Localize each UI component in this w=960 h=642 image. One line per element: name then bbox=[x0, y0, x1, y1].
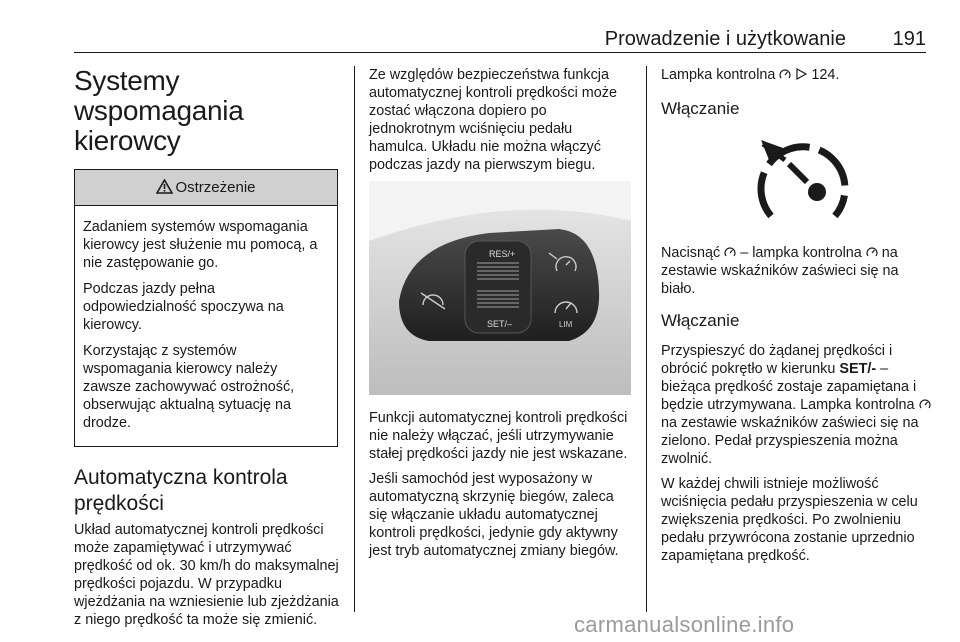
body-paragraph: W każdej chwili istnieje możliwość wciśnięcia pedału przyspieszenia w celu zwiększenia prędkości. Po zwolnieniu pedału przywrócona zostanie uprzednio zapamiętana prędkość. bbox=[661, 476, 918, 564]
set-control-label: SET/- bbox=[839, 361, 877, 377]
column-divider bbox=[354, 66, 355, 612]
body-paragraph bbox=[661, 244, 931, 298]
lamp-text: Lampka kontrolna bbox=[661, 67, 776, 83]
column-1 bbox=[74, 66, 340, 636]
res-label: RES/+ bbox=[489, 249, 516, 259]
page-number: 191 bbox=[892, 28, 926, 50]
cruise-control-icon bbox=[866, 246, 878, 258]
warning-box bbox=[74, 169, 338, 447]
cruise-control-icon bbox=[724, 246, 736, 258]
warning-paragraph: Podczas jazdy pełna odpowiedzialność spoczywa na kierowcy. bbox=[83, 281, 284, 333]
body-paragraph: Funkcji automatycznej kontroli prędkości nie należy włączać, jeśli utrzymywanie stałej prędkości jazdy nie jest wskazane. bbox=[369, 410, 628, 462]
lamp-page-ref: 124. bbox=[811, 67, 840, 83]
column-3 bbox=[661, 66, 931, 572]
body-paragraph: Jeśli samochód jest wyposażony w automatyczną skrzynię biegów, zaleca się włączanie układu automatycznej kontroli prędkości, jedynie gdy aktywny jest tryb automatycznej zmiany biegów. bbox=[369, 471, 619, 559]
set-label: SET/– bbox=[487, 319, 513, 329]
column-2 bbox=[369, 66, 633, 567]
header-title: Prowadzenie i użytkowanie bbox=[604, 28, 846, 50]
subsection-title: Automatyczna kontrola prędkości bbox=[74, 466, 288, 515]
header-rule bbox=[74, 52, 926, 53]
body-paragraph bbox=[661, 342, 931, 468]
text-fragment: na zestawie wskaźników zaświeci się na zielono. Pedał przyspieszenia można zwolnić. bbox=[661, 415, 919, 467]
reference-arrow-icon bbox=[795, 68, 807, 80]
text-fragment: – bieżąca prędkość zostaje zapamiętana i będzie utrzymywana. Lampka kontrolna bbox=[661, 361, 917, 413]
lamp-reference bbox=[661, 66, 931, 84]
subsection-title: Włączanie bbox=[661, 311, 740, 330]
cruise-control-icon bbox=[919, 398, 931, 410]
lim-label: LIM bbox=[559, 320, 573, 329]
cruise-control-icon bbox=[779, 68, 791, 80]
warning-paragraph: Korzystając z systemów wspomagania kierowcy należy zawsze zachowywać ostrożność, obserwując aktualną sytuację na drodze. bbox=[83, 343, 295, 431]
warning-triangle-icon bbox=[156, 179, 173, 194]
steering-wheel-controls-photo bbox=[369, 181, 631, 395]
text-fragment: – lampka kontrolna bbox=[740, 245, 862, 261]
watermark: carmanualsonline.info bbox=[574, 612, 795, 637]
text-fragment: Nacisnąć bbox=[661, 245, 721, 261]
warning-header bbox=[75, 170, 337, 206]
text-fragment: Przyspieszyć do żądanej prędkości i obrócić pokrętło w kierunku bbox=[661, 343, 893, 377]
page-header bbox=[74, 28, 926, 50]
warning-paragraph: Zadaniem systemów wspomagania kierowcy jest służenie mu pomocą, a nie zastępowanie go. bbox=[83, 219, 318, 271]
warning-label: Ostrzeżenie bbox=[175, 179, 256, 196]
body-paragraph: Układ automatycznej kontroli prędkości może zapamiętywać i utrzymywać prędkość od ok. 30 km/h do maksymalnej prędkości pojazdu. W przypadku wjeżdżania na wzniesienie lub zjeżdżania z niego prędkość ta może się zmienić. bbox=[74, 522, 339, 628]
column-divider bbox=[646, 66, 647, 612]
body-paragraph: Ze względów bezpieczeństwa funkcja automatycznej kontroli prędkości może zostać włączona dopiero po jednokrotnym wciśnięciu pedału hamulca. Układu nie można włączyć podczas jazdy na pierwszym biegu. bbox=[369, 67, 617, 173]
text-fragment: na zestawie wskaźników zaświeci się na biało. bbox=[661, 245, 899, 297]
subsection-title: Włączanie bbox=[661, 99, 740, 118]
cruise-control-symbol bbox=[687, 130, 919, 232]
section-title: Systemy wspomagania kierowcy bbox=[74, 65, 244, 156]
